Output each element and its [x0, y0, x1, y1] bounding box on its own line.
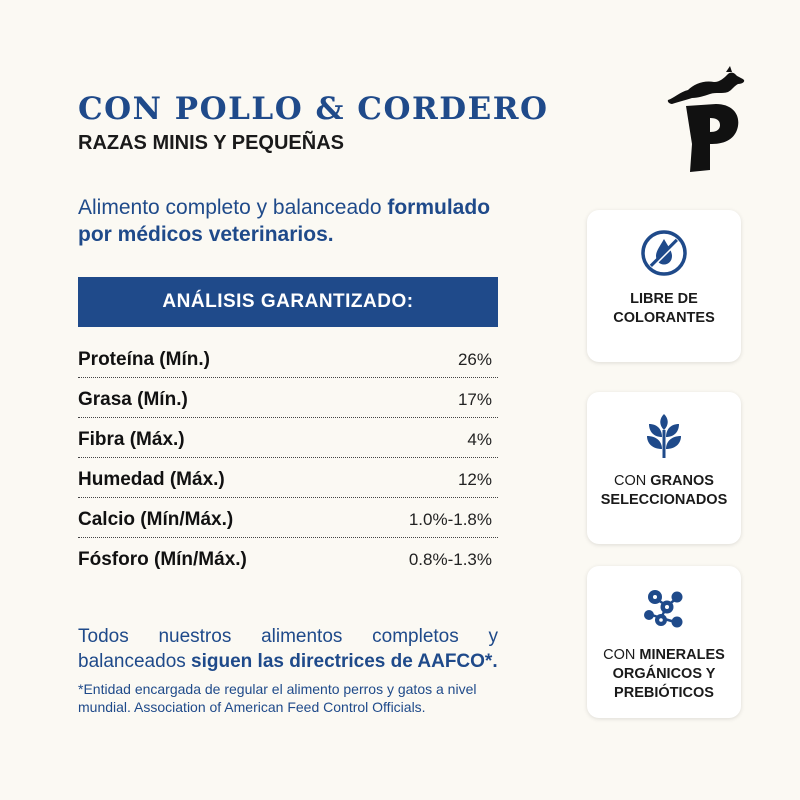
- row-value: 0.8%-1.3%: [408, 550, 492, 569]
- row-value: 17%: [457, 389, 492, 409]
- row-label: Fibra (Máx.): [78, 428, 185, 450]
- badge-line2: COLORANTES: [613, 310, 715, 326]
- badge-label: [603, 646, 725, 703]
- note-bold: siguen las directrices de AAFCO*.: [191, 651, 498, 672]
- analysis-table: [78, 338, 498, 578]
- wheat-grain-icon: [639, 410, 689, 460]
- row-label: Proteína (Mín.): [78, 348, 210, 370]
- aafco-note: [78, 624, 498, 674]
- row-value: 1.0%-1.8%: [408, 509, 492, 529]
- row-value: 26%: [457, 349, 492, 369]
- badge-line1-bold: GRANOS: [650, 473, 714, 489]
- row-label: Calcio (Mín/Máx.): [78, 508, 234, 530]
- badge-selected-grains: [587, 392, 741, 544]
- badge-no-dyes: [587, 210, 741, 362]
- table-row: [78, 338, 498, 378]
- badge-line2: SELECCIONADOS: [600, 492, 728, 508]
- product-title: CON POLLO & CORDERO: [78, 91, 549, 127]
- table-row: [78, 418, 498, 458]
- brand-logo-dog-p-icon: [664, 62, 748, 174]
- row-label: Grasa (Mín.): [78, 388, 188, 410]
- row-label: Humedad (Máx.): [78, 468, 225, 490]
- intro-bold: formulado por médicos veterinarios.: [78, 196, 491, 246]
- badge-line1-bold: LIBRE DE: [630, 291, 698, 307]
- footnote: *Entidad encargada de regular el alimento perros y gatos a nivel mundial. Association of American Feed Control Officials.: [78, 681, 477, 715]
- badge-label: [613, 290, 715, 328]
- badge-organic-minerals: [587, 566, 741, 718]
- row-value: 4%: [467, 429, 492, 449]
- product-subtitle: RAZAS MINIS Y PEQUEÑAS: [78, 132, 344, 154]
- badge-line3: PREBIÓTICOS: [614, 685, 714, 701]
- note-normal: Todos nuestros alimentos completos y balanceados: [78, 626, 498, 672]
- badge-line1-normal: CON: [614, 473, 651, 489]
- analysis-header: ANÁLISIS GARANTIZADO:: [78, 277, 498, 327]
- no-dye-drop-icon: [639, 228, 689, 278]
- badge-line1-normal: CON: [603, 647, 640, 663]
- row-value: 12%: [457, 469, 492, 489]
- table-row: [78, 498, 498, 538]
- minerals-molecule-icon: [639, 584, 689, 634]
- badge-line1-bold: MINERALES: [639, 647, 725, 663]
- intro-normal: Alimento completo y balanceado: [78, 196, 388, 219]
- table-row: [78, 538, 498, 578]
- table-row: [78, 458, 498, 498]
- row-label: Fósforo (Mín/Máx.): [78, 549, 247, 570]
- badge-line2: ORGÁNICOS Y: [612, 666, 716, 682]
- table-row: [78, 378, 498, 418]
- intro-text: [78, 194, 518, 248]
- badge-label: [601, 472, 728, 510]
